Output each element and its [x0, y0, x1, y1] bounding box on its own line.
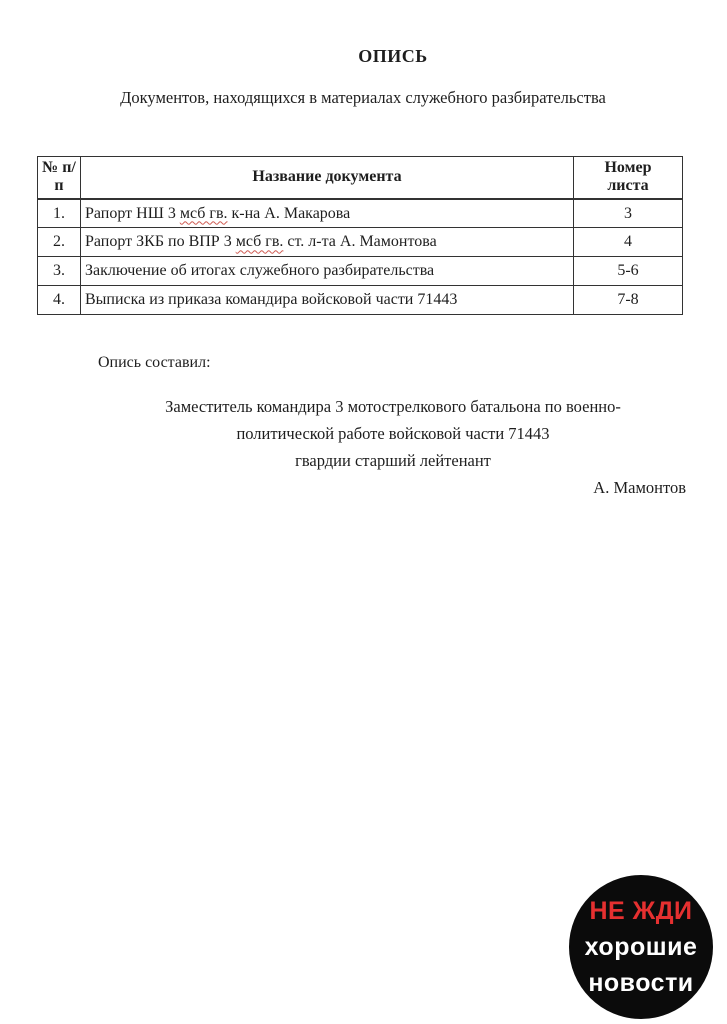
column-header-sheet-number-label: Номер листа [604, 159, 652, 195]
table-row [38, 286, 683, 315]
ne-zhdi-sticker-badge [569, 875, 713, 1019]
compiled-by-label: Опись составил: [98, 354, 211, 371]
signature-name: А. Мамонтов [593, 478, 686, 497]
spellchecked-text: мсб гв. [179, 204, 228, 222]
document-name-part: к-на А. Макарова [227, 204, 351, 222]
table-header-row [38, 157, 683, 199]
document-name-part: Рапорт НШ 3 [85, 204, 180, 222]
sheet-number-cell: 7-8 [574, 286, 683, 315]
document-name-cell [81, 257, 574, 286]
column-header-document-name: Название документа [81, 157, 574, 199]
document-name-part: Рапорт ЗКБ по ВПР 3 [85, 233, 236, 251]
row-number: 4. [38, 286, 81, 315]
page-subtitle: Документов, находящихся в материалах служебного разбирательства [120, 88, 606, 107]
table-row [38, 257, 683, 286]
document-name-cell [81, 228, 574, 257]
row-number: 1. [38, 199, 81, 228]
sheet-number-cell: 3 [574, 199, 683, 228]
sheet-number-cell: 4 [574, 228, 683, 257]
column-header-sheet-number [574, 157, 683, 199]
sheet-number-cell: 5-6 [574, 257, 683, 286]
signature-title-line: политической работе войсковой части 71443 [236, 424, 550, 443]
document-name-cell [81, 286, 574, 315]
document-name-cell [81, 199, 574, 228]
badge-line: хорошие [584, 933, 698, 961]
column-header-number: № п/п [38, 157, 81, 199]
page-title: ОПИСЬ [358, 46, 428, 66]
signature-block [98, 393, 688, 501]
document-name-part: Заключение об итогах служебного разбирательства [85, 262, 435, 280]
document-name-part: ст. л-та А. Мамонтова [283, 233, 437, 251]
row-number: 3. [38, 257, 81, 286]
row-number: 2. [38, 228, 81, 257]
document-name-part: Выписка из приказа командира войсковой части 71443 [85, 291, 458, 309]
documents-table [37, 156, 683, 315]
spellchecked-text: мсб гв. [235, 233, 284, 251]
table-row [38, 199, 683, 228]
badge-line-accent: НЕ ЖДИ [589, 897, 693, 925]
badge-line: новости [588, 969, 694, 997]
signature-title-line: гвардии старший лейтенант [295, 451, 491, 470]
table-row [38, 228, 683, 257]
signature-title-line: Заместитель командира 3 мотострелкового батальона по военно- [165, 397, 621, 416]
